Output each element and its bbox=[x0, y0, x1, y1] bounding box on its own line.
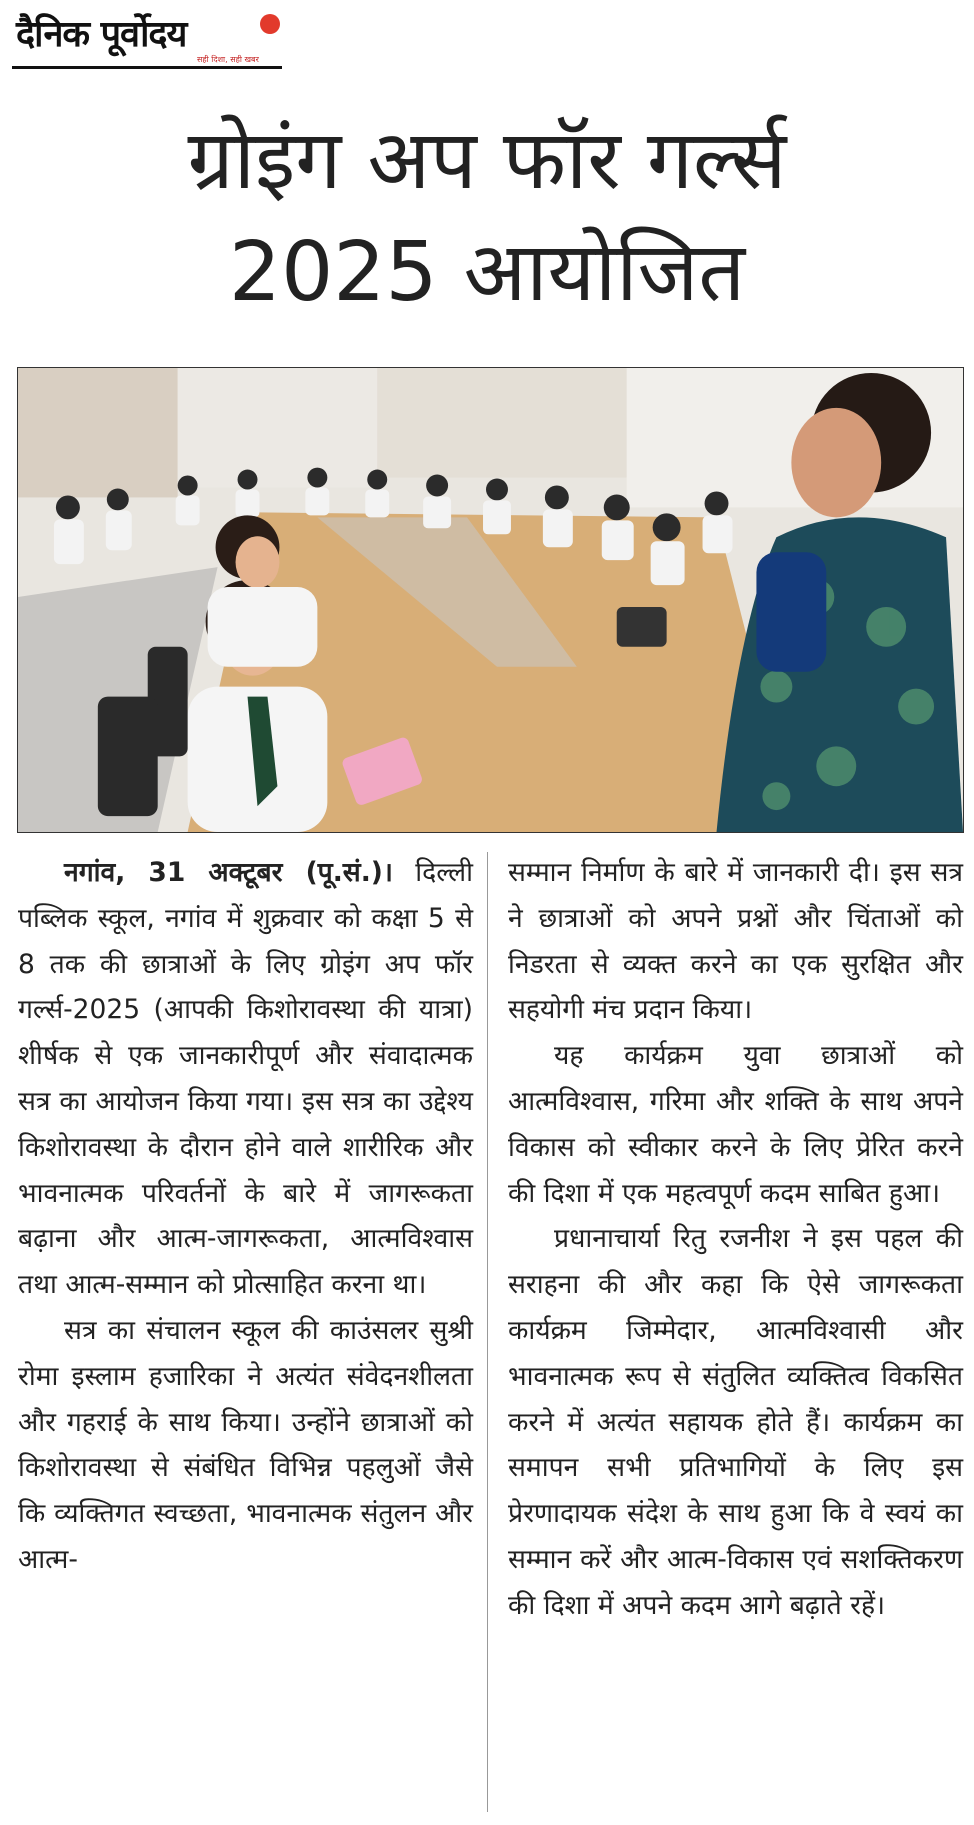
newspaper-tagline: सही दिशा, सही खबर bbox=[197, 55, 259, 64]
headline-line-1: ग्रोइंग अप फॉर गर्ल्स bbox=[187, 113, 787, 208]
article-paragraph-2: सत्र का संचालन स्कूल की काउंसलर सुश्री रोमा इस्लाम हजारिका ने अत्यंत संवेदनशीलता और गहराई के साथ किया। उन्होंने छात्राओं को किशोरावस्था से संबंधित विभिन्न पहलुओं जैसे कि व्यक्तिगत स्वच्छता, भावनात्मक संतुलन और आत्म- bbox=[18, 1314, 473, 1575]
masthead-rule bbox=[12, 66, 282, 69]
headline bbox=[0, 105, 974, 329]
article-column-left bbox=[18, 850, 473, 1583]
newspaper-logo: दैनिक पूर्वोदय bbox=[16, 14, 187, 55]
headline-line-2: 2025 आयोजित bbox=[228, 225, 746, 320]
article-paragraph-2-continued: सम्मान निर्माण के बारे में जानकारी दी। इस सत्र ने छात्राओं को अपने प्रश्नों और चिंताओं को निडरता से व्यक्त करने का एक सुरक्षित और सहयोगी मंच प्रदान किया। bbox=[508, 857, 963, 1026]
article-paragraph-4: प्रधानाचार्या रितु रजनीश ने इस पहल की सराहना की और कहा कि ऐसे जागरूकता कार्यक्रम जिम्मेदार, आत्मविश्वासी और भावनात्मक रूप से संतुलित व्यक्तित्व विकसित करने में अत्यंत सहायक होते हैं। कार्यक्रम का समापन सभी प्रतिभागियों के लिए इस प्रेरणादायक संदेश के साथ हुआ कि वे स्वयं का सम्मान करें और आत्म-विकास एवं सशक्तिकरण की दिशा में अपने कदम आगे बढ़ाते रहें। bbox=[508, 1223, 963, 1621]
column-divider bbox=[487, 852, 488, 1812]
article-paragraph-1 bbox=[18, 850, 473, 1308]
article-paragraph-1-text: दिल्ली पब्लिक स्कूल, नगांव में शुक्रवार को कक्षा 5 से 8 तक की छात्राओं के लिए ग्रोइंग अप फॉर गर्ल्स-2025 (आपकी किशोरावस्था की यात्रा) शीर्षक से एक जानकारीपूर्ण और संवादात्मक सत्र का आयोजन किया गया। इस सत्र का उद्देश्य किशोरावस्था के दौरान होने वाले शारीरिक और भावनात्मक परिवर्तनों के बारे में जागरूकता बढ़ाना और आत्म-जागरूकता, आत्मविश्वास तथा आत्म-सम्मान को प्रोत्साहित करना था। bbox=[18, 857, 473, 1301]
article-column-right bbox=[508, 850, 963, 1629]
dateline: नगांव, 31 अक्टूबर (पू.सं.)। bbox=[64, 857, 393, 888]
logo-sun-icon bbox=[260, 14, 280, 34]
article-paragraph-3: यह कार्यक्रम युवा छात्राओं को आत्मविश्वास, गरिमा और शक्ति के साथ अपने विकास को स्वीकार करने के लिए प्रेरित करने की दिशा में एक महत्वपूर्ण कदम साबित हुआ। bbox=[508, 1040, 963, 1209]
classroom-photo-illustration bbox=[18, 368, 963, 832]
news-photo bbox=[17, 367, 964, 833]
masthead bbox=[12, 6, 282, 70]
